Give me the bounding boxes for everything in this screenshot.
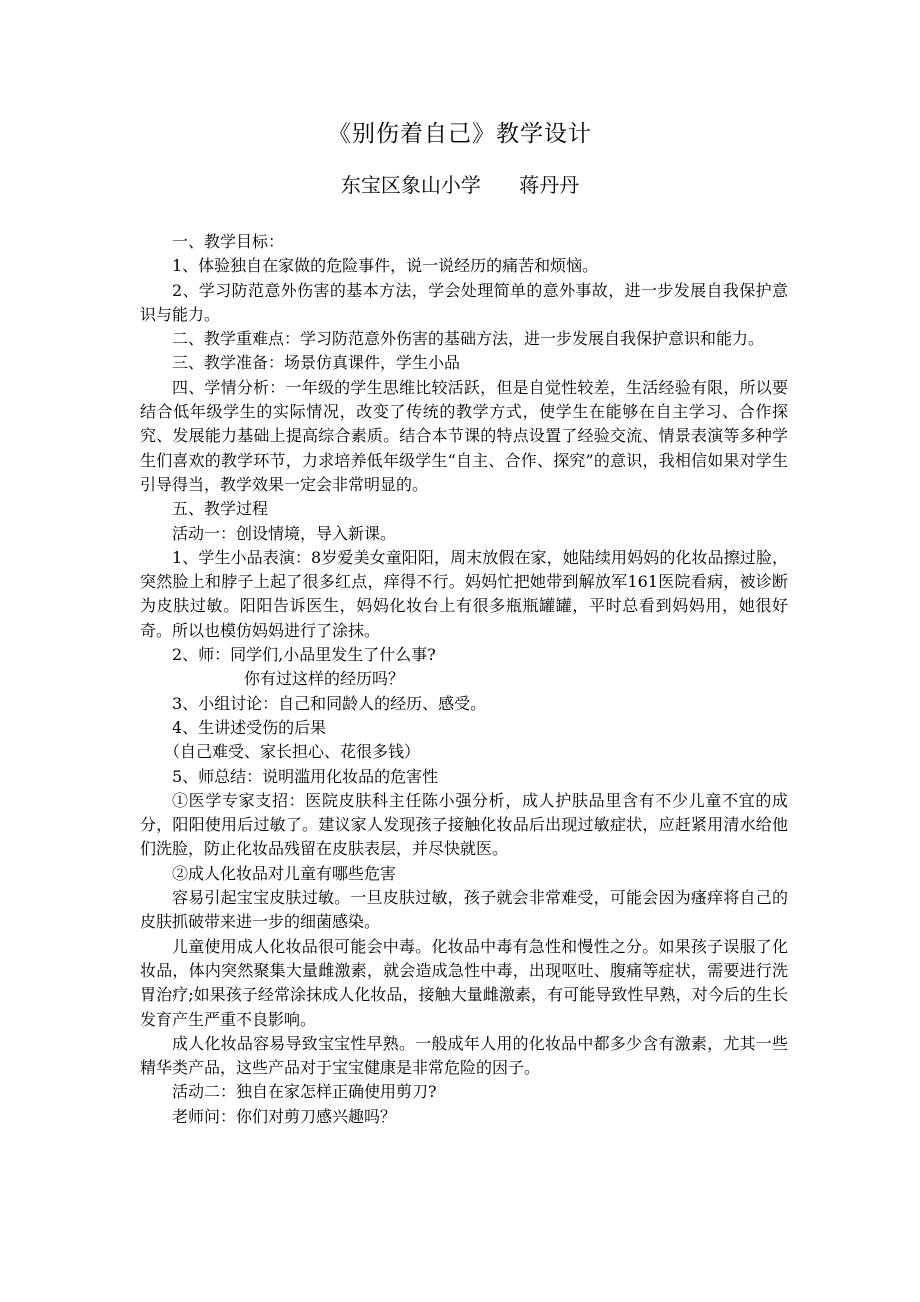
harm-heading: ②成人化妆品对儿童有哪些危害 [172, 863, 397, 883]
document-title: 《别伤着自己》教学设计 [328, 121, 592, 147]
goal-item-2: 2、学习防范意外伤害的基本方法，学会处理简单的意外事故，进一步发展自我保护意识与能力。 [140, 280, 788, 324]
harm-poisoning-paragraph: 儿童使用成人化妆品很可能会中毒。化妆品中毒有急性和慢性之分。如果孩子误服了化妆品，体内突然聚集大量雌激素，就会造成急性中毒，出现呕吐、腹痛等症状，需要进行洗胃治疗;如果孩子经常涂抹成人化妆品，接触大量雌激素，有可能导致性早熟，对今后的生长发育产生严重不良影响。 [140, 936, 788, 1029]
expert-advice-paragraph: ①医学专家支招：医院皮肤科主任陈小强分析，成人护肤品里含有不少儿童不宜的成分，阳阳使用后过敏了。建议家人发现孩子接触化妆品后出现过敏症状，应赶紧用清水给他们洗脸，防止化妆品残留在皮肤表层，并尽快就医。 [140, 790, 788, 859]
activity-two-heading: 活动二：独自在家怎样正确使用剪刀? [172, 1082, 437, 1102]
section-learner-analysis: 四、学情分析：一年级的学生思维比较活跃，但是自觉性较差，生活经验有限，所以要结合低年级学生的实际情况，改变了传统的教学方式，使学生在能够在自主学习、合作探究、发展能力基础上提高综合素质。结合本节课的特点设置了经验交流、情景表演等多种学生们喜欢的教学环节，力求培养低年级学生“自主、合作、探究”的意识，我相信如果对学生引导得当，教学效果一定会非常明显的。 [140, 377, 788, 494]
activity-one-step-2-question: 你有过这样的经历吗？ [244, 669, 405, 689]
activity-one-step-2: 2、师：同学们,小品里发生了什么事? [172, 645, 436, 665]
harm-precocity-paragraph: 成人化妆品容易导致宝宝性早熟。一般成年人用的化妆品中都多少含有激素，尤其一些精华类产品，这些产品对于宝宝健康是非常危险的因子。 [140, 1033, 788, 1078]
activity-one-step-5: 5、师总结：说明滥用化妆品的危害性 [172, 766, 439, 786]
activity-one-step-1: 1、学生小品表演：8岁爱美女童阳阳，周末放假在家，她陆续用妈妈的化妆品擦过脸，突然脸上和脖子上起了很多红点，痒得不行。妈妈忙把她带到解放军161医院看病，被诊断为皮肤过敏。阳阳告诉医生，妈妈化妆台上有很多瓶瓶罐罐，平时总看到妈妈用，她很好奇。所以也模仿妈妈进行了涂抹。 [140, 547, 788, 640]
section-preparation: 三、教学准备：场景仿真课件，学生小品 [172, 353, 461, 373]
author-line: 东宝区象山小学 蒋丹丹 [340, 173, 580, 197]
document-body [140, 230, 788, 1129]
activity-one-step-3: 3、小组讨论：自己和同龄人的经历、感受。 [172, 693, 487, 713]
activity-one-heading: 活动一：创设情境，导入新课。 [172, 523, 397, 543]
activity-one-step-4: 4、生讲述受伤的后果 [172, 717, 327, 737]
section-heading-goals: 一、教学目标： [172, 232, 285, 251]
harm-allergy-paragraph: 容易引起宝宝皮肤过敏。一旦皮肤过敏，孩子就会非常难受，可能会因为瘙痒将自己的皮肤抓破带来进一步的细菌感染。 [140, 888, 788, 932]
section-heading-process: 五、教学过程 [172, 499, 269, 519]
goal-item-1: 1、体验独自在家做的危险事件，说一说经历的痛苦和烦恼。 [172, 256, 599, 276]
activity-one-step-4-note: （自己难受、家长担心、花很多钱） [164, 742, 421, 762]
teacher-question: 老师问：你们对剪刀感兴趣吗？ [172, 1106, 397, 1126]
section-key-points: 二、教学重难点：学习防范意外伤害的基础方法，进一步发展自我保护意识和能力。 [172, 329, 765, 349]
